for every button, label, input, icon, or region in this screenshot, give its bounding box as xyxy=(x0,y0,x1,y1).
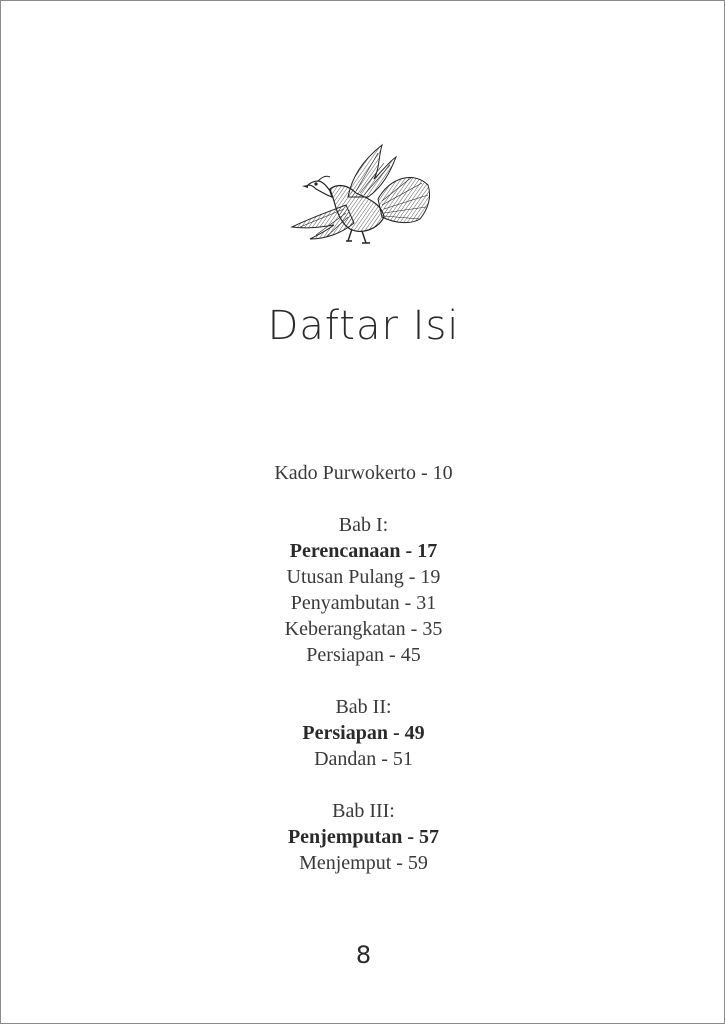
chapter-3-label: Bab III: xyxy=(332,800,395,822)
chapter-3-heading: Penjemputan - 57 xyxy=(287,826,440,848)
table-of-contents xyxy=(1,460,725,876)
chapter-1-label: Bab I: xyxy=(338,514,389,536)
toc-entry: Penyambutan - 31 xyxy=(290,592,437,614)
toc-entry: Keberangkatan - 35 xyxy=(284,618,443,640)
toc-entry: Dandan - 51 xyxy=(314,748,413,770)
chapter-2-heading: Persiapan - 49 xyxy=(302,722,425,744)
toc-entry: Menjemput - 59 xyxy=(299,852,428,874)
toc-entry-intro: Kado Purwokerto - 10 xyxy=(274,462,453,484)
page-title: Daftar Isi xyxy=(267,303,460,349)
garuda-bird-icon xyxy=(286,139,436,251)
page-number: 8 xyxy=(355,941,372,969)
toc-entry: Utusan Pulang - 19 xyxy=(286,566,441,588)
toc-entry: Persiapan - 45 xyxy=(306,644,421,666)
chapter-2-label: Bab II: xyxy=(335,696,392,718)
chapter-1-heading: Perencanaan - 17 xyxy=(289,540,438,562)
